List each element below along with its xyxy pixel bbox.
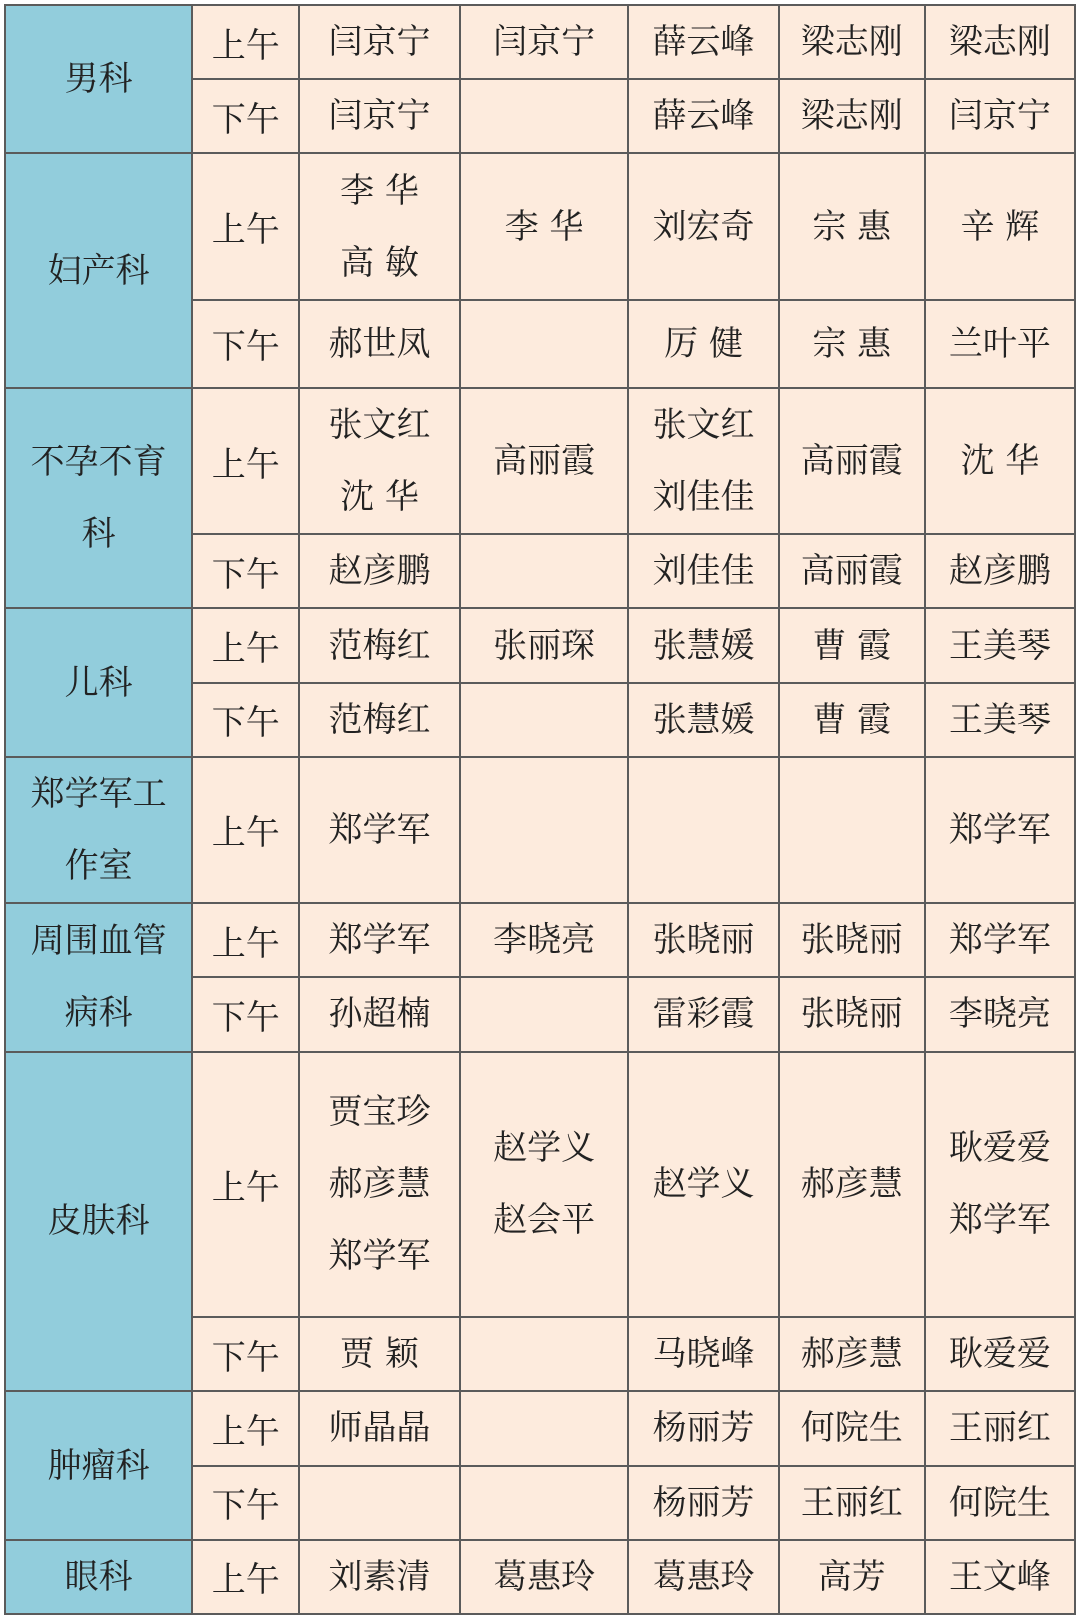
cell-text-line: 薛云峰	[652, 22, 755, 63]
cell-text-line: 赵学义	[652, 1164, 755, 1205]
cell-text-line: 刘宏奇	[652, 206, 755, 247]
cell-text-line: 李晓亮	[493, 920, 596, 961]
doctor-cell	[779, 608, 925, 682]
doctor-cell	[925, 977, 1075, 1051]
doctor-cell	[779, 5, 925, 79]
doctor-cell	[460, 534, 629, 608]
cell-text-line: 宗 惠	[812, 206, 892, 247]
doctor-cell	[299, 5, 460, 79]
cell-text-line: 高丽霞	[493, 441, 596, 482]
cell-text-line: 赵彦鹏	[948, 551, 1051, 592]
cell-text-line: 闫京宁	[328, 22, 431, 63]
cell-text-line: 郑学军	[948, 809, 1051, 850]
cell-text-line: 张晓丽	[800, 920, 903, 961]
doctor-cell	[299, 1391, 460, 1465]
doctor-cell	[628, 1540, 778, 1614]
doctor-cell	[460, 757, 629, 903]
cell-text-line: 薛云峰	[652, 96, 755, 137]
doctor-cell	[460, 5, 629, 79]
schedule-row	[5, 608, 1075, 682]
cell-text-line: 杨丽芳	[652, 1482, 755, 1523]
doctor-cell	[925, 534, 1075, 608]
cell-text-line: 郑学军	[328, 809, 431, 850]
cell-text-line: 眼科	[64, 1556, 133, 1597]
cell-text-line: 不孕不育	[30, 442, 167, 483]
schedule-row	[5, 1052, 1075, 1318]
doctor-cell	[628, 1052, 778, 1318]
session-cell: 上午	[192, 757, 299, 903]
schedule-row	[5, 153, 1075, 299]
cell-text-line: 闫京宁	[493, 22, 596, 63]
doctor-cell	[460, 1540, 629, 1614]
cell-text-line: 梁志刚	[800, 96, 903, 137]
department-name-cell	[5, 903, 192, 1051]
schedule-row	[5, 1540, 1075, 1614]
schedule-row	[5, 903, 1075, 977]
cell-text-line: 曹 霞	[812, 625, 892, 666]
doctor-cell	[299, 1052, 460, 1318]
session-cell: 上午	[192, 1052, 299, 1318]
doctor-cell	[628, 757, 778, 903]
cell-text-line: 郑学军	[328, 920, 431, 961]
session-cell: 下午	[192, 1317, 299, 1391]
cell-text-line: 厉 健	[664, 323, 743, 364]
doctor-cell	[628, 1391, 778, 1465]
cell-text-line: 作室	[64, 845, 133, 886]
cell-text-line: 师晶晶	[328, 1408, 431, 1449]
cell-text-line: 刘佳佳	[652, 551, 755, 592]
doctor-cell	[628, 388, 778, 534]
cell-text-line: 张慧媛	[652, 625, 755, 666]
cell-text-line: 科	[81, 514, 116, 555]
cell-text-line: 儿科	[64, 662, 133, 703]
doctor-cell	[299, 388, 460, 534]
cell-text-line: 肿瘤科	[47, 1445, 150, 1486]
doctor-cell	[460, 300, 629, 388]
doctor-cell	[299, 903, 460, 977]
doctor-cell	[460, 79, 629, 153]
doctor-cell	[779, 534, 925, 608]
schedule-row	[5, 388, 1075, 534]
doctor-cell	[299, 153, 460, 299]
doctor-cell	[925, 757, 1075, 903]
doctor-cell	[628, 79, 778, 153]
department-name-cell	[5, 1052, 192, 1392]
cell-text-line: 辛 辉	[960, 206, 1040, 247]
doctor-cell	[628, 300, 778, 388]
doctor-cell	[779, 79, 925, 153]
doctor-cell	[779, 388, 925, 534]
cell-text-line: 李 华	[340, 170, 419, 211]
cell-text-line: 郑学军工	[30, 773, 167, 814]
cell-text-line: 郝彦慧	[800, 1164, 903, 1205]
doctor-cell	[460, 977, 629, 1051]
department-name-cell	[5, 757, 192, 903]
doctor-cell	[779, 903, 925, 977]
cell-text-line: 郝彦慧	[328, 1164, 431, 1205]
department-name-cell	[5, 5, 192, 153]
cell-text-line: 马晓峰	[652, 1334, 755, 1375]
doctor-cell	[628, 534, 778, 608]
cell-text-line: 沈 华	[340, 477, 419, 518]
department-name-cell	[5, 1540, 192, 1614]
doctor-cell	[779, 1052, 925, 1318]
doctor-cell	[299, 1317, 460, 1391]
doctor-cell	[779, 683, 925, 757]
doctor-cell	[779, 300, 925, 388]
cell-text-line: 王文峰	[948, 1556, 1051, 1597]
doctor-cell	[299, 534, 460, 608]
cell-text-line: 张晓丽	[800, 994, 903, 1035]
doctor-cell	[628, 903, 778, 977]
doctor-cell	[628, 977, 778, 1051]
department-name-cell	[5, 153, 192, 388]
session-cell: 下午	[192, 79, 299, 153]
cell-text-line: 男科	[64, 59, 133, 100]
doctor-cell	[299, 977, 460, 1051]
doctor-cell	[779, 1317, 925, 1391]
cell-text-line: 范梅红	[328, 625, 431, 666]
doctor-cell	[299, 683, 460, 757]
session-cell: 上午	[192, 903, 299, 977]
cell-text-line: 高 敏	[340, 242, 419, 283]
cell-text-line: 郝世凤	[328, 323, 431, 364]
doctor-cell	[925, 153, 1075, 299]
department-name-cell	[5, 1391, 192, 1539]
session-cell: 下午	[192, 977, 299, 1051]
cell-text-line: 赵学义	[493, 1128, 596, 1169]
department-name-cell	[5, 388, 192, 609]
doctor-cell	[925, 1391, 1075, 1465]
cell-text-line: 赵会平	[493, 1200, 596, 1241]
cell-text-line: 杨丽芳	[652, 1408, 755, 1449]
doctor-cell	[460, 388, 629, 534]
cell-text-line: 耿爱爱	[948, 1334, 1051, 1375]
doctor-cell	[460, 683, 629, 757]
cell-text-line: 贾 颖	[340, 1334, 419, 1375]
cell-text-line: 刘佳佳	[652, 477, 755, 518]
cell-text-line: 王丽红	[800, 1482, 903, 1523]
session-cell: 上午	[192, 153, 299, 299]
session-cell: 下午	[192, 683, 299, 757]
doctor-cell	[299, 1466, 460, 1540]
doctor-cell	[925, 903, 1075, 977]
doctor-cell	[299, 608, 460, 682]
cell-text-line: 雷彩霞	[652, 994, 755, 1035]
doctor-cell	[299, 300, 460, 388]
cell-text-line: 赵彦鹏	[328, 551, 431, 592]
schedule-row	[5, 1391, 1075, 1465]
cell-text-line: 周围血管	[30, 921, 167, 962]
cell-text-line: 郑学军	[328, 1236, 431, 1277]
doctor-cell	[460, 153, 629, 299]
session-cell: 下午	[192, 300, 299, 388]
doctor-cell	[779, 1540, 925, 1614]
doctor-cell	[925, 1052, 1075, 1318]
cell-text-line: 兰叶平	[948, 323, 1051, 364]
cell-text-line: 孙超楠	[328, 994, 431, 1035]
cell-text-line: 李晓亮	[948, 994, 1051, 1035]
cell-text-line: 王美琴	[948, 699, 1051, 740]
cell-text-line: 葛惠玲	[652, 1556, 755, 1597]
department-name-cell	[5, 608, 192, 756]
doctor-cell	[299, 1540, 460, 1614]
cell-text-line: 高丽霞	[800, 441, 903, 482]
cell-text-line: 郑学军	[948, 920, 1051, 961]
doctor-cell	[628, 608, 778, 682]
doctor-cell	[628, 153, 778, 299]
cell-text-line: 闫京宁	[328, 96, 431, 137]
cell-text-line: 梁志刚	[800, 22, 903, 63]
doctor-cell	[925, 388, 1075, 534]
doctor-cell	[925, 79, 1075, 153]
doctor-cell	[460, 1391, 629, 1465]
session-cell: 上午	[192, 388, 299, 534]
cell-text-line: 张文红	[652, 405, 755, 446]
schedule-row	[5, 5, 1075, 79]
doctor-cell	[779, 757, 925, 903]
doctor-cell	[925, 683, 1075, 757]
cell-text-line: 范梅红	[328, 699, 431, 740]
doctor-cell	[779, 1466, 925, 1540]
doctor-cell	[460, 1052, 629, 1318]
cell-text-line: 皮肤科	[47, 1201, 150, 1242]
doctor-cell	[460, 1317, 629, 1391]
cell-text-line: 沈 华	[960, 441, 1040, 482]
doctor-cell	[925, 1540, 1075, 1614]
cell-text-line: 郝彦慧	[800, 1334, 903, 1375]
session-cell: 下午	[192, 534, 299, 608]
doctor-cell	[460, 608, 629, 682]
schedule-row	[5, 757, 1075, 903]
doctor-cell	[925, 1466, 1075, 1540]
session-cell: 上午	[192, 608, 299, 682]
doctor-cell	[628, 1466, 778, 1540]
schedule-table	[4, 4, 1076, 1615]
cell-text-line: 梁志刚	[948, 22, 1051, 63]
doctor-cell	[460, 903, 629, 977]
doctor-cell	[460, 1466, 629, 1540]
schedule-body	[5, 5, 1075, 1614]
doctor-cell	[628, 1317, 778, 1391]
doctor-cell	[628, 5, 778, 79]
cell-text-line: 妇产科	[47, 250, 150, 291]
cell-text-line: 王丽红	[948, 1408, 1051, 1449]
cell-text-line: 张丽琛	[493, 625, 596, 666]
cell-text-line: 李 华	[504, 206, 584, 247]
session-cell: 下午	[192, 1466, 299, 1540]
cell-text-line: 王美琴	[948, 625, 1051, 666]
cell-text-line: 郑学军	[948, 1200, 1051, 1241]
doctor-cell	[925, 300, 1075, 388]
cell-text-line: 耿爱爱	[948, 1128, 1051, 1169]
cell-text-line: 张慧媛	[652, 699, 755, 740]
doctor-cell	[925, 5, 1075, 79]
cell-text-line: 曹 霞	[812, 699, 892, 740]
doctor-cell	[779, 1391, 925, 1465]
doctor-cell	[299, 79, 460, 153]
cell-text-line: 张文红	[328, 405, 431, 446]
cell-text-line: 何院生	[800, 1408, 903, 1449]
cell-text-line: 何院生	[948, 1482, 1051, 1523]
doctor-cell	[299, 757, 460, 903]
cell-text-line: 高芳	[817, 1556, 886, 1597]
session-cell: 上午	[192, 1540, 299, 1614]
doctor-cell	[925, 1317, 1075, 1391]
session-cell: 上午	[192, 5, 299, 79]
cell-text-line: 闫京宁	[948, 96, 1051, 137]
cell-text-line: 张晓丽	[652, 920, 755, 961]
cell-text-line: 高丽霞	[800, 551, 903, 592]
cell-text-line: 宗 惠	[812, 323, 892, 364]
cell-text-line: 贾宝珍	[328, 1092, 431, 1133]
doctor-cell	[779, 153, 925, 299]
cell-text-line: 葛惠玲	[493, 1556, 596, 1597]
doctor-cell	[779, 977, 925, 1051]
cell-text-line: 病科	[64, 993, 133, 1034]
doctor-cell	[628, 683, 778, 757]
cell-text-line: 刘素清	[328, 1556, 431, 1597]
session-cell: 上午	[192, 1391, 299, 1465]
doctor-cell	[925, 608, 1075, 682]
